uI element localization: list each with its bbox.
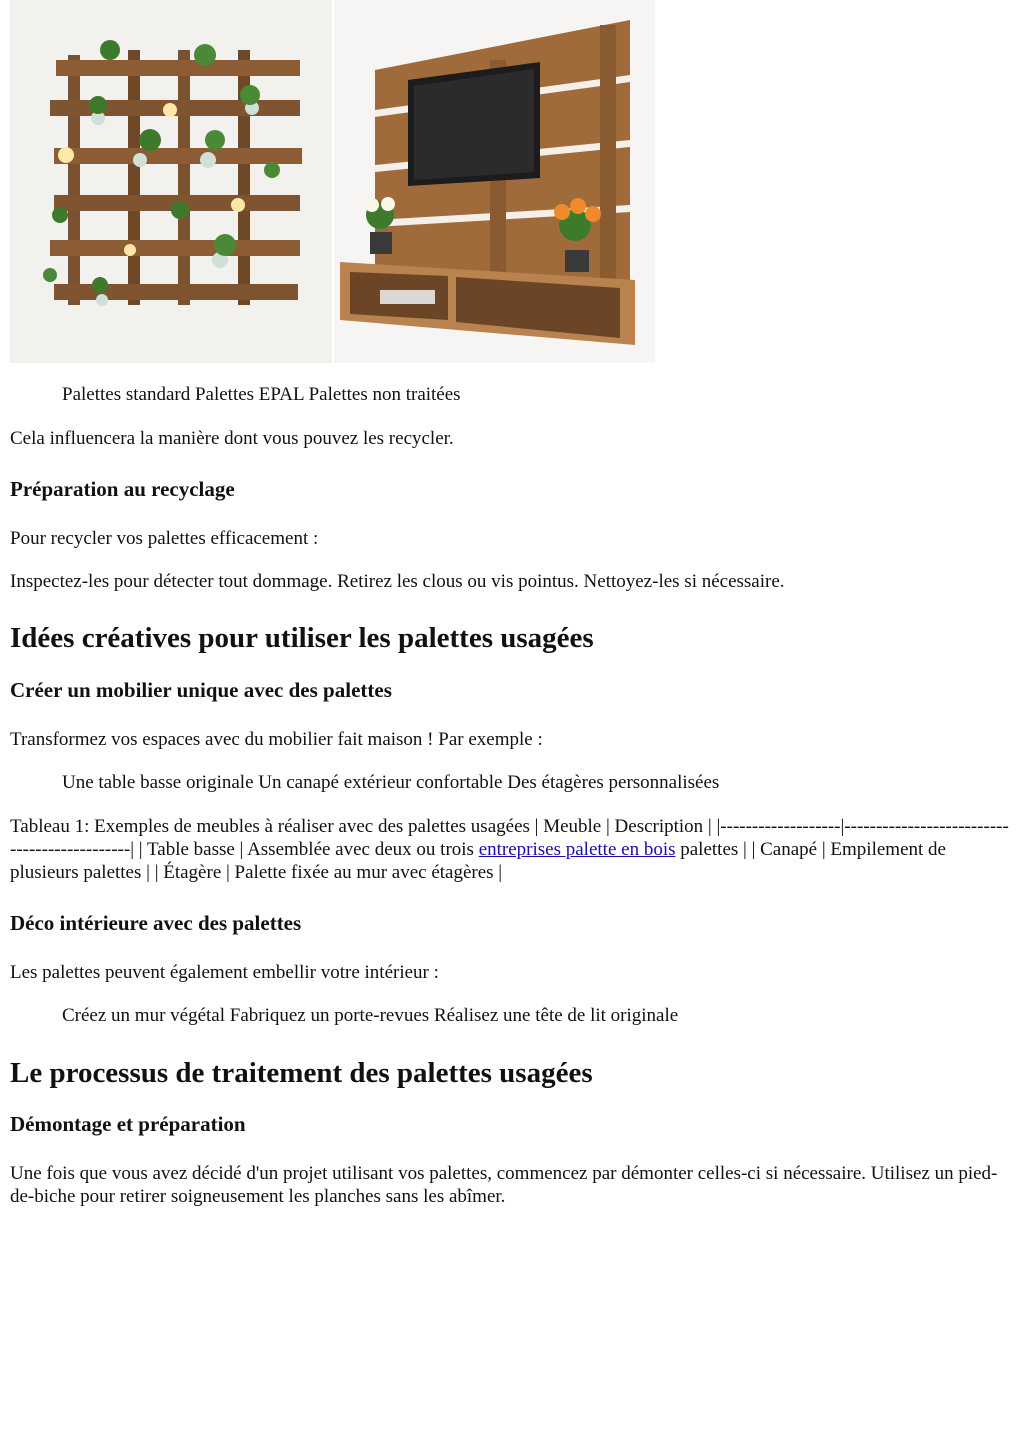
recycle-influence-text: Cela influencera la manière dont vous pouvez les recycler. (10, 428, 454, 449)
dismantling-text: Une fois que vous avez décidé d'un projet utilisant vos palettes, commencez par démonter celles-ci si nécessaire. Utilisez un pied-de-biche pour retirer soigneusement les planches sans les abîmer. (10, 1163, 998, 1207)
pallet-types-list: Palettes standard Palettes EPAL Palettes non traitées (62, 384, 461, 405)
heading-dismantling: Démontage et préparation (10, 1112, 246, 1136)
heading-deco: Déco intérieure avec des palettes (10, 911, 302, 935)
table-text-after: palettes | | Canapé | Empilement de plusieurs palettes | | Étagère | Palette fixée au mur avec étagères | (10, 839, 946, 883)
heading-preparation: Préparation au recyclage (10, 477, 235, 501)
heading-process: Le processus de traitement des palettes usagées (10, 1057, 593, 1089)
pallet-tv-wall-photo (334, 0, 655, 363)
preparation-intro: Pour recycler vos palettes efficacement : (10, 528, 319, 549)
furniture-intro: Transformez vos espaces avec du mobilier fait maison ! Par exemple : (10, 729, 543, 750)
table-text-before: Tableau 1: Exemples de meubles à réaliser avec des palettes usagées | Meuble | Description | |-------------------|---------------------------------------------| | Table basse | Assemblée avec deux ou trois (10, 816, 1009, 860)
pallet-garden-photo (10, 0, 332, 363)
hero-illustration (10, 0, 655, 363)
deco-examples: Créez un mur végétal Fabriquez un porte-revues Réalisez une tête de lit originale (62, 1005, 679, 1026)
furniture-examples: Une table basse originale Un canapé extérieur confortable Des étagères personnalisées (62, 772, 720, 793)
hero-image (10, 0, 655, 363)
heading-furniture: Créer un mobilier unique avec des palettes (10, 678, 392, 702)
document-page (10, 0, 1014, 1208)
deco-intro: Les palettes peuvent également embellir votre intérieur : (10, 962, 439, 983)
preparation-steps: Inspectez-les pour détecter tout dommage. Retirez les clous ou vis pointus. Nettoyez-les si nécessaire. (10, 571, 785, 592)
pallet-companies-link[interactable]: entreprises palette en bois (478, 839, 676, 860)
furniture-table-text (10, 815, 1014, 884)
heading-ideas: Idées créatives pour utiliser les palettes usagées (10, 622, 594, 654)
